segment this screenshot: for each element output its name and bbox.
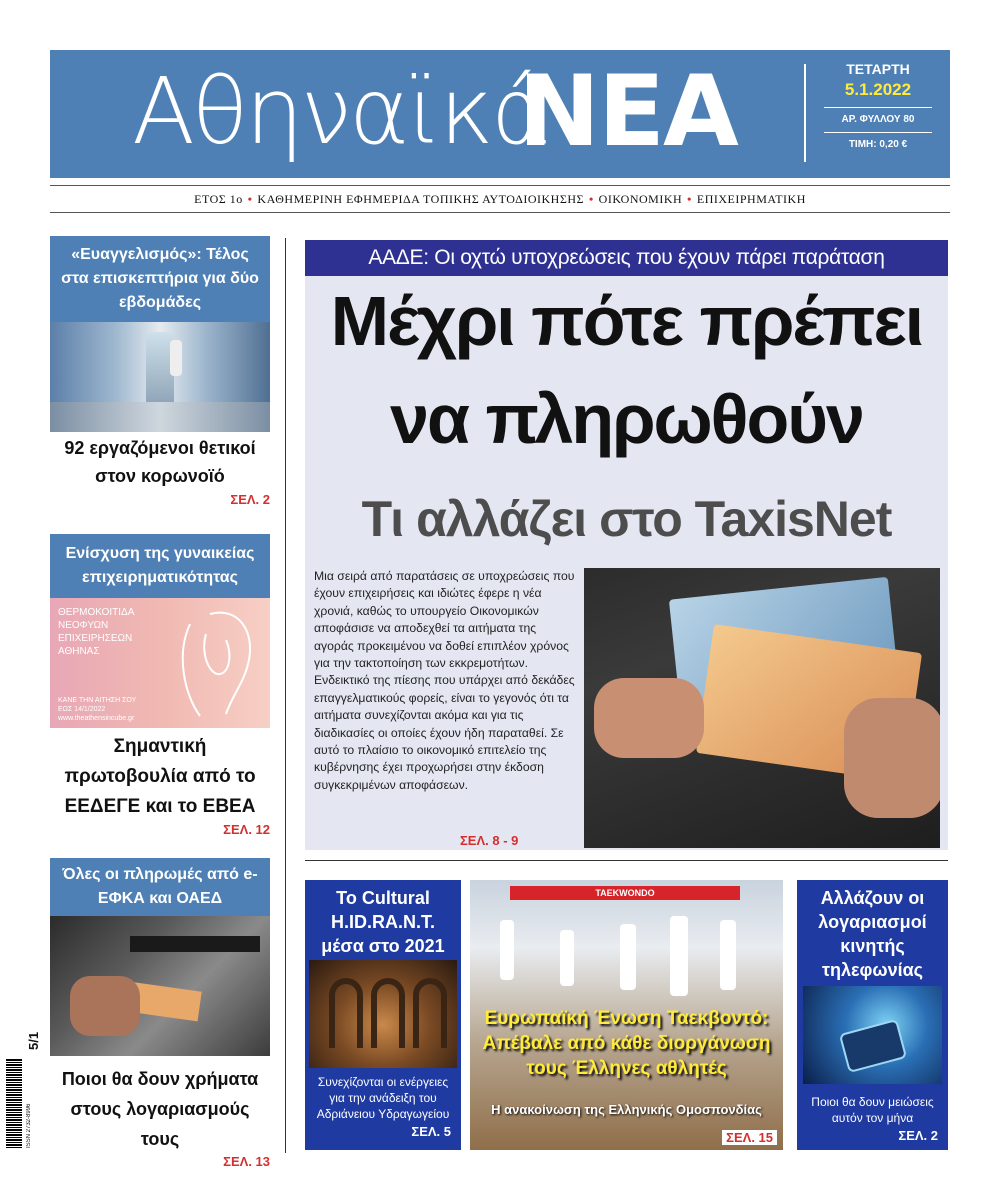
- spine-date: 5/1: [26, 1031, 41, 1050]
- corridor-floor: [50, 402, 270, 432]
- story-1-title: 92 εργαζόμενοι θετικοί στον κορωνοϊό: [64, 438, 256, 486]
- left-story-3[interactable]: [50, 858, 270, 1169]
- masthead-divider: [804, 64, 806, 162]
- ad-text: [58, 606, 134, 658]
- arch: [329, 978, 363, 1048]
- mobile-box[interactable]: [797, 880, 948, 1150]
- issue-number: ΑΡ. ΦΥΛΛΟΥ 80: [841, 114, 915, 125]
- main-headline[interactable]: [305, 282, 948, 458]
- arch: [371, 978, 405, 1048]
- hall-banner: TAEKWONDO: [510, 886, 740, 900]
- headline-line-2: να πληρωθούν: [390, 380, 863, 458]
- hospital-corridor-photo: [50, 322, 270, 432]
- spine-isbn: ISSN 2732-8996: [26, 1103, 32, 1148]
- story-1-page: ΣΕΛ. 2: [230, 492, 270, 507]
- cultural-text: Συνεχίζονται οι ενέργειες για την ανάδειξη του Αδριάνειου Υδραγωγείου: [316, 1075, 450, 1121]
- athlete: [720, 920, 736, 990]
- hand: [70, 976, 140, 1036]
- hand-left: [594, 678, 704, 758]
- story-3-head: Όλες οι πληρωμές από e-ΕΦΚΑ και ΟΑΕΔ: [50, 858, 270, 916]
- section-divider: [305, 860, 948, 861]
- main-kicker[interactable]: ΑΑΔΕ: Οι οχτώ υποχρεώσεις που έχουν πάρει παράταση: [305, 240, 948, 276]
- info-rule: [824, 132, 932, 133]
- taekwondo-text: Η ανακοίνωση της Ελληνικής Ομοσπονδίας: [491, 1102, 762, 1117]
- ad-line: ΝΕΟΦΥΩΝ: [58, 620, 109, 631]
- smartphone-photo: [803, 986, 942, 1084]
- issue-date: 5.1.2022: [844, 80, 912, 99]
- issue-price: ΤΙΜΗ: 0,20 €: [848, 139, 908, 150]
- ad-small-text: [58, 696, 136, 723]
- taekwondo-photo: [470, 880, 783, 1150]
- ad-line: ΑΘΗΝΑΣ: [58, 646, 100, 657]
- story-2-title: Σημαντική πρωτοβουλία από το ΕΕΔΕΓΕ και το ΕΒΕΑ: [64, 736, 256, 817]
- taekwondo-title: [470, 1006, 783, 1081]
- ad-line: ΕΠΙΧΕΙΡΗΣΕΩΝ: [58, 633, 133, 644]
- athlete: [560, 930, 574, 986]
- story-3-page: ΣΕΛ. 13: [223, 1154, 270, 1169]
- logo-light: Αθηναϊκά: [132, 58, 549, 165]
- tkd-title-line: Ευρωπαϊκή Ένωση Ταεκβοντό:: [484, 1008, 769, 1029]
- taekwondo-box[interactable]: [470, 880, 783, 1150]
- bullet-icon: •: [247, 192, 253, 206]
- ad-line: ΘΕΡΜΟΚΟΙΤΙΔΑ: [58, 607, 135, 618]
- issue-day: ΤΕΤΑΡΤΗ: [846, 61, 910, 77]
- banknotes-photo: [584, 568, 940, 848]
- incubator-ad: [50, 598, 270, 728]
- masthead: [50, 50, 950, 178]
- bullet-icon: •: [588, 192, 594, 206]
- atm-slot: [130, 936, 260, 952]
- logo-bold: ΝΕΑ: [518, 55, 737, 169]
- headline-line-1: Μέχρι πότε πρέπει: [330, 282, 923, 360]
- mobile-text: Ποιοι θα δουν μειώσεις αυτόν τον μήνα: [811, 1095, 934, 1125]
- left-story-1[interactable]: [50, 236, 270, 507]
- tagline: [50, 185, 950, 213]
- ad-small-line: ΕΩΣ 14/1/2022: [58, 706, 106, 713]
- ad-small-line: ΚΑΝΕ ΤΗΝ ΑΙΤΗΣΗ ΣΟΥ: [58, 697, 137, 704]
- story-3-title: Ποιοι θα δουν χρήματα στους λογαριασμούς τους: [61, 1069, 259, 1149]
- athlete: [500, 920, 514, 980]
- person-figure: [170, 340, 182, 376]
- ad-url: www.theathensincube.gr: [58, 715, 135, 722]
- story-1-head: «Ευαγγελισμός»: Τέλος στα επισκεπτήρια για δύο εβδομάδες: [50, 236, 270, 322]
- tkd-title-line: τους Έλληνες αθλητές: [526, 1058, 727, 1079]
- mobile-title: Αλλάζουν οι λογαριασμοί κινητής τηλεφωνίας: [818, 888, 927, 980]
- taekwondo-page: ΣΕΛ. 15: [722, 1130, 777, 1145]
- hand-right: [844, 698, 940, 818]
- main-subhead: Τι αλλάζει στο TaxisNet: [361, 491, 892, 547]
- athlete: [670, 916, 688, 996]
- story-2-head: Ενίσχυση της γυναικείας επιχειρηματικότητας: [50, 534, 270, 598]
- story-2-page: ΣΕΛ. 12: [223, 822, 270, 837]
- tagline-t2: ΟΙΚΟΝΟΜΙΚΗ: [598, 192, 683, 206]
- aqueduct-photo: [309, 960, 457, 1068]
- cultural-title: Το Cultural H.ID.RA.N.T. μέσα στο 2021: [321, 888, 445, 956]
- cultural-box[interactable]: [305, 880, 461, 1150]
- arch: [413, 978, 447, 1048]
- phone: [839, 1019, 907, 1073]
- athlete: [620, 924, 636, 990]
- main-page: ΣΕΛ. 8 - 9: [460, 833, 519, 848]
- info-rule: [824, 107, 932, 108]
- tagline-t3: ΕΠΙΧΕΙΡΗΜΑΤΙΚΗ: [696, 192, 806, 206]
- bullet-icon: •: [687, 192, 692, 206]
- issue-info: [818, 60, 938, 152]
- barcode-bars: [6, 1058, 22, 1148]
- cultural-page: ΣΕΛ. 5: [411, 1124, 451, 1139]
- left-story-2[interactable]: [50, 534, 270, 837]
- tagline-year: ΕΤΟΣ 1ο: [194, 192, 243, 206]
- tagline-t1: ΚΑΘΗΜΕΡΙΝΗ ΕΦΗΜΕΡΙΔΑ ΤΟΠΙΚΗΣ ΑΥΤΟΔΙΟΙΚΗΣΗΣ: [257, 192, 584, 206]
- woman-line-drawing: [170, 604, 262, 722]
- mobile-page: ΣΕΛ. 2: [898, 1128, 938, 1143]
- column-divider: [285, 238, 286, 1153]
- tkd-title-line: Απέβαλε από κάθε διοργάνωση: [482, 1033, 771, 1054]
- main-body: Μια σειρά από παρατάσεις σε υποχρεώσεις που έχουν επιχειρήσεις και ιδιώτες έφερε η νέα χρονιά, καθώς το υπουργείο Οικονομικών αποφάσισε να αποδεχθεί τα αιτήματα της αγοράς προκειμένου να δοθεί επιπλέον χρόνος για την τακτοποίηση των εκκρεμοτήτων. Ενδεικτικό της πίεσης που υπάρχει από δεκάδες επαγγελματικούς φορείς, είναι το γεγονός ότι τα αιτήματα συνεχίζονται ακόμα και για τις διαδικασίες οι οποίες έχουν ήδη παραταθεί. Σε αυτό το πλαίσιο το οικονομικό επιτελείο της κυβέρνησης έχει προχωρήσει στην έκδοση συγκεκριμένων αποφάσεων.: [314, 569, 575, 792]
- barcode: [4, 1010, 48, 1150]
- atm-photo: [50, 916, 270, 1056]
